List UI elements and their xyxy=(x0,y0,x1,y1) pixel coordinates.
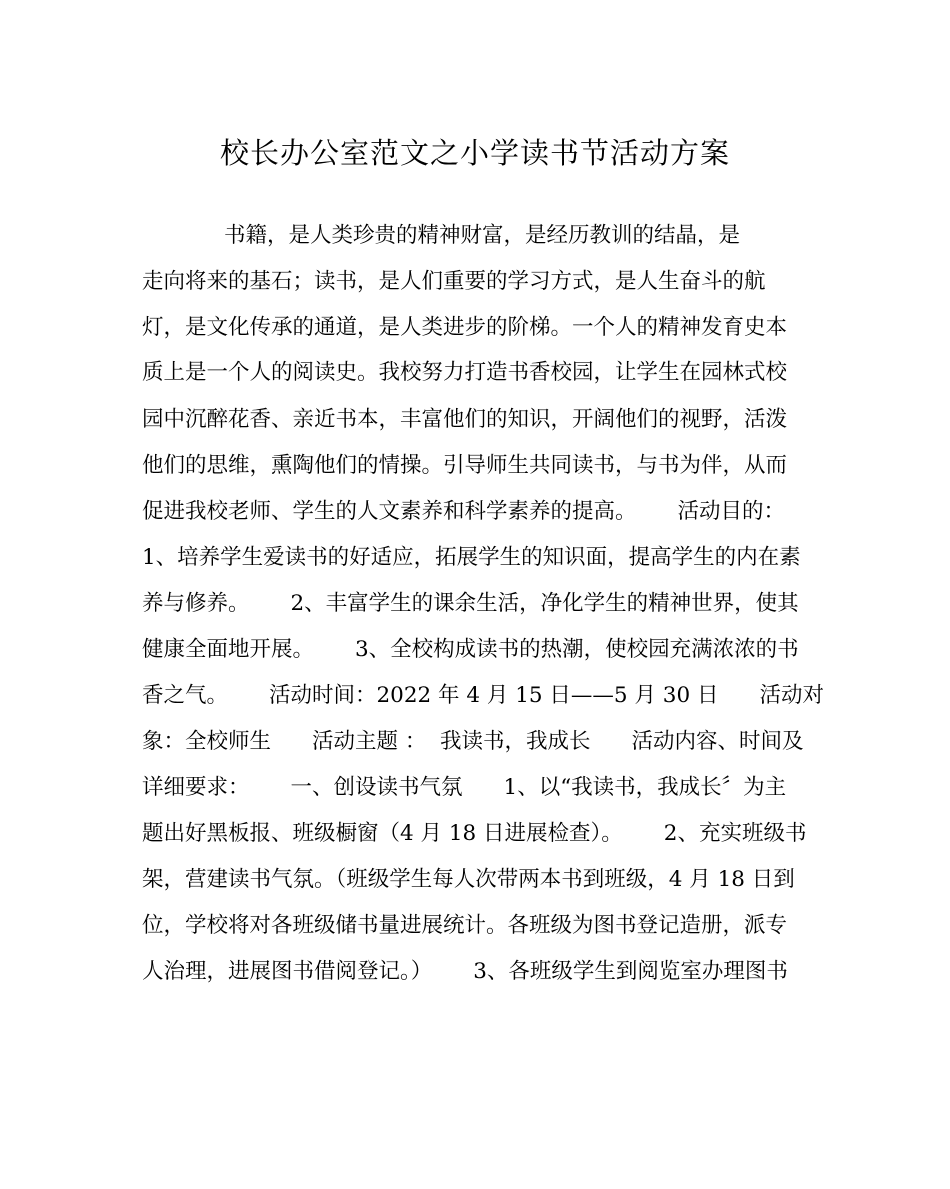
body-text-line: 架，营建读书气氛。（班级学生每人次带两本书到班级，4 月 18 日到 xyxy=(142,867,795,892)
body-text-line: 题出好黑板报、班级橱窗（4 月 18 日进展检查）。 2、充实班级书 xyxy=(142,821,807,846)
body-text-line: 详细要求： 一、创设读书气氛 1、以“我读书，我成长〞为主 xyxy=(142,775,787,800)
body-text-line: 他们的思维，熏陶他们的情操。引导师生共同读书，与书为伴，从而 xyxy=(142,453,788,478)
body-text-line: 1、培养学生爱读书的好适应，拓展学生的知识面，提高学生的内在素 xyxy=(142,545,801,570)
body-text-line: 走向将来的基石；读书，是人们重要的学习方式，是人生奋斗的航 xyxy=(142,269,766,294)
body-text-line: 灯，是文化传承的通道，是人类进步的阶梯。一个人的精神发育史本 xyxy=(142,315,788,340)
body-text-line: 位，学校将对各班级储书量进展统计。各班级为图书登记造册，派专 xyxy=(142,913,788,938)
body-text-line: 质上是一个人的阅读史。我校努力打造书香校园，让学生在园林式校 xyxy=(142,360,788,385)
body-text-line: 促进我校老师、学生的人文素养和科学素养的提高。 活动目的： xyxy=(142,499,786,524)
body-text-line: 象：全校师生 活动主题 ： 我读书，我成长 活动内容、时间及 xyxy=(142,729,804,754)
document-title: 校长办公室范文之小学读书节活动方案 xyxy=(219,136,730,170)
body-text-line: 园中沉醉花香、亲近书本，丰富他们的知识，开阔他们的视野，活泼 xyxy=(142,407,788,432)
body-text-line: 书籍，是人类珍贵的精神财富，是经历教训的结晶，是 xyxy=(142,223,741,248)
body-text-line: 健康全面地开展。 3、全校构成读书的热潮，使校园充满浓浓的书 xyxy=(142,637,799,662)
body-text-line: 香之气。 活动时间：2022 年 4 月 15 日——5 月 30 日 活动对 xyxy=(142,683,824,708)
body-text-line: 养与修养。 2、丰富学生的课余生活，净化学生的精神世界，使其 xyxy=(142,591,799,616)
body-text-line: 人治理，进展图书借阅登记。） 3、各班级学生到阅览室办理图书 xyxy=(142,959,788,984)
